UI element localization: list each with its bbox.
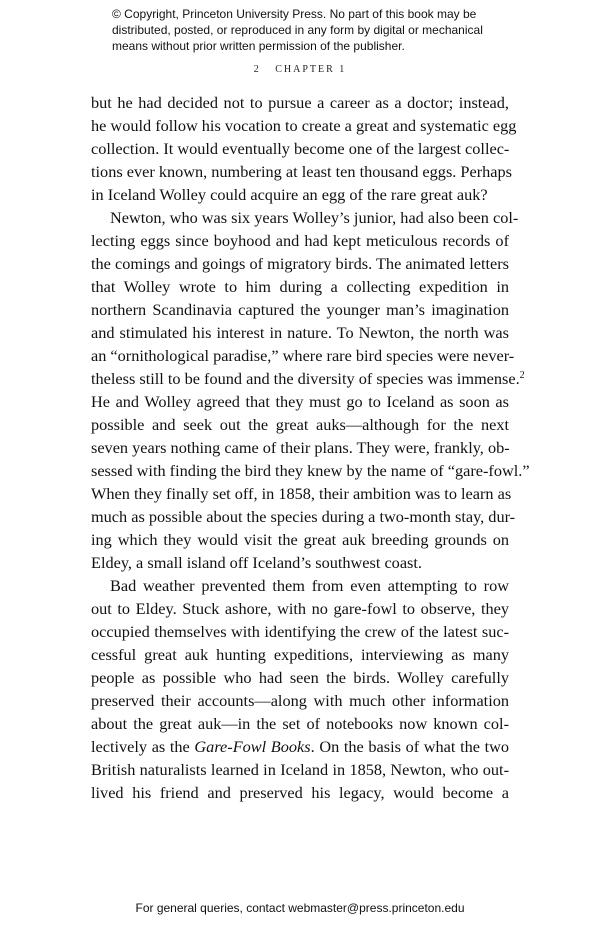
text-line: that Wolley wrote to him during a collecting expedition in	[91, 277, 509, 296]
text-line: northern Scandinavia captured the younger man’s imagination	[91, 300, 509, 319]
text-line: Newton, who was six years Wolley’s junior, had also been col-	[110, 208, 519, 227]
copyright-line: distributed, posted, or reproduced in any form by digital or mechanical	[112, 23, 483, 37]
text-line: collection. It would eventually become one of the largest collec-	[91, 139, 510, 158]
text-line: the comings and goings of migratory birds. The animated letters	[91, 254, 509, 273]
text-line: possible and seek out the great auks—although for the next	[91, 415, 509, 434]
text-segment: lectively as the	[91, 737, 195, 756]
text-line: in Iceland Wolley could acquire an egg of the rare great auk?	[91, 185, 488, 204]
body-text	[91, 91, 530, 804]
text-line: tions ever known, numbering at least ten thousand eggs. Perhaps	[91, 162, 512, 181]
footer-contact: For general queries, contact webmaster@press.princeton.edu	[135, 901, 465, 915]
text-line: lived his friend and preserved his legacy, would become a	[91, 783, 509, 802]
text-line: preserved their accounts—along with much other information	[91, 691, 509, 710]
copyright-line: © Copyright, Princeton University Press. No part of this book may be	[112, 7, 477, 21]
text-line: British naturalists learned in Iceland in 1858, Newton, who out-	[91, 760, 509, 779]
book-title: Gare-Fowl Books	[194, 737, 311, 756]
text-line: He and Wolley agreed that they must go to Iceland as soon as	[91, 392, 509, 411]
running-head	[0, 64, 600, 75]
text-line: Eldey, a small island off Iceland’s southwest coast.	[91, 553, 422, 572]
text-segment: theless still to be found and the diversity of species was immense.	[91, 369, 520, 388]
text-segment: . On the basis of what the two	[310, 737, 510, 756]
text-line: seven years nothing came of their plans. They were, frankly, ob-	[91, 438, 510, 457]
text-line: people as possible who had seen the birds. Wolley carefully	[91, 668, 509, 687]
text-line: out to Eldey. Stuck ashore, with no gare-fowl to observe, they	[91, 599, 509, 618]
text-line: about the great auk—in the set of notebooks now known col-	[91, 714, 509, 733]
text-line: lecting eggs since boyhood and had kept meticulous records of	[91, 231, 509, 250]
text-line: occupied themselves with identifying the crew of the latest suc-	[91, 622, 509, 641]
text-line: but he had decided not to pursue a career as a doctor; instead,	[91, 93, 509, 112]
text-line: much as possible about the species during a two-month stay, dur-	[91, 507, 516, 526]
text-line: ing which they would visit the great auk breeding grounds on	[91, 530, 509, 549]
copyright-notice	[112, 6, 512, 54]
footnote-marker: 2	[519, 370, 525, 381]
text-line	[91, 735, 509, 758]
text-line: he would follow his vocation to create a great and systematic egg	[91, 116, 517, 135]
text-line: cessful great auk hunting expeditions, interviewing as many	[91, 645, 509, 664]
text-line: and stimulated his interest in nature. To Newton, the north was	[91, 323, 509, 342]
chapter-label: CHAPTER 1	[275, 64, 347, 75]
text-line: Bad weather prevented them from even attempting to row	[110, 576, 509, 595]
text-line: an “ornithological paradise,” where rare bird species were never-	[91, 346, 515, 365]
page-number: 2	[253, 64, 261, 75]
copyright-line: means without prior written permission of the publisher.	[112, 39, 405, 53]
text-line	[91, 367, 525, 390]
text-line: When they finally set off, in 1858, their ambition was to learn as	[91, 484, 512, 503]
text-line: sessed with finding the bird they knew by the name of “gare-fowl.”	[91, 461, 530, 480]
